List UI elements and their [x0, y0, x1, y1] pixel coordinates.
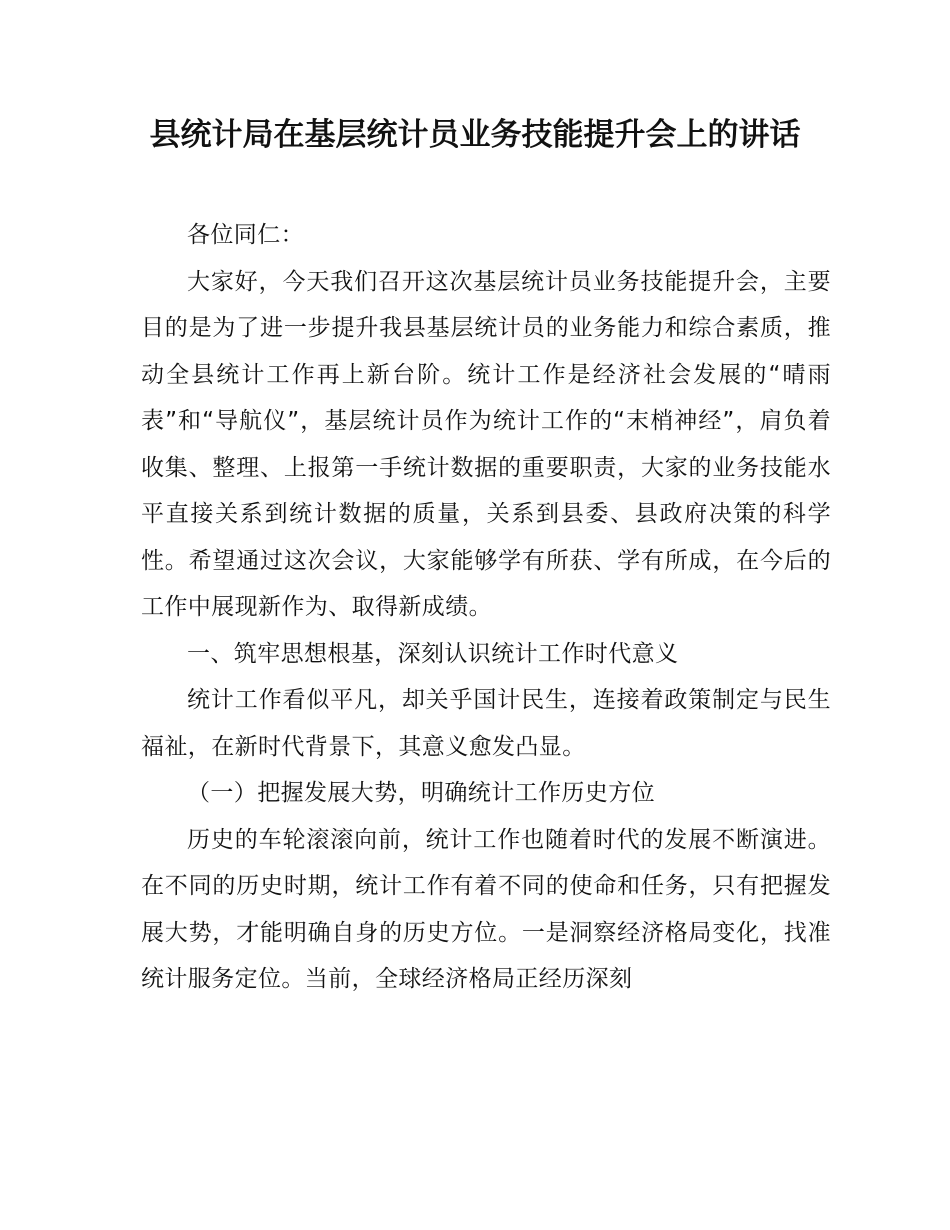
document-body [141, 212, 831, 1003]
paragraph-subsection-1: 历史的车轮滚滚向前，统计工作也随着时代的发展不断演进。在不同的历史时期，统计工作有着不同的使命和任务，只有把握发展大势，才能明确自身的历史方位。一是洞察经济格局变化，找准统计服务定位。当前，全球经济格局正经历深刻 [141, 826, 831, 992]
paragraph-intro: 大家好，今天我们召开这次基层统计员业务技能提升会，主要目的是为了进一步提升我县基层统计员的业务能力和综合素质，推动全县统计工作再上新台阶。统计工作是经济社会发展的“晴雨表”和“导航仪”，基层统计员作为统计工作的“末梢神经”，肩负着收集、整理、上报第一手统计数据的重要职责，大家的业务技能水平直接关系到统计数据的质量，关系到县委、县政府决策的科学性。希望通过这次会议，大家能够学有所获、学有所成，在今后的工作中展现新作为、取得新成绩。 [141, 268, 831, 620]
paragraph-section-1: 统计工作看似平凡，却关乎国计民生，连接着政策制定与民生福祉，在新时代背景下，其意义愈发凸显。 [141, 687, 831, 760]
document-title: 县统计局在基层统计员业务技能提升会上的讲话 [149, 117, 801, 153]
salutation: 各位同仁： [187, 222, 304, 248]
section-heading-1: 一、筑牢思想根基，深刻认识统计工作时代意义 [187, 640, 679, 667]
subsection-heading-1: （一）把握发展大势，明确统计工作历史方位 [187, 780, 655, 806]
